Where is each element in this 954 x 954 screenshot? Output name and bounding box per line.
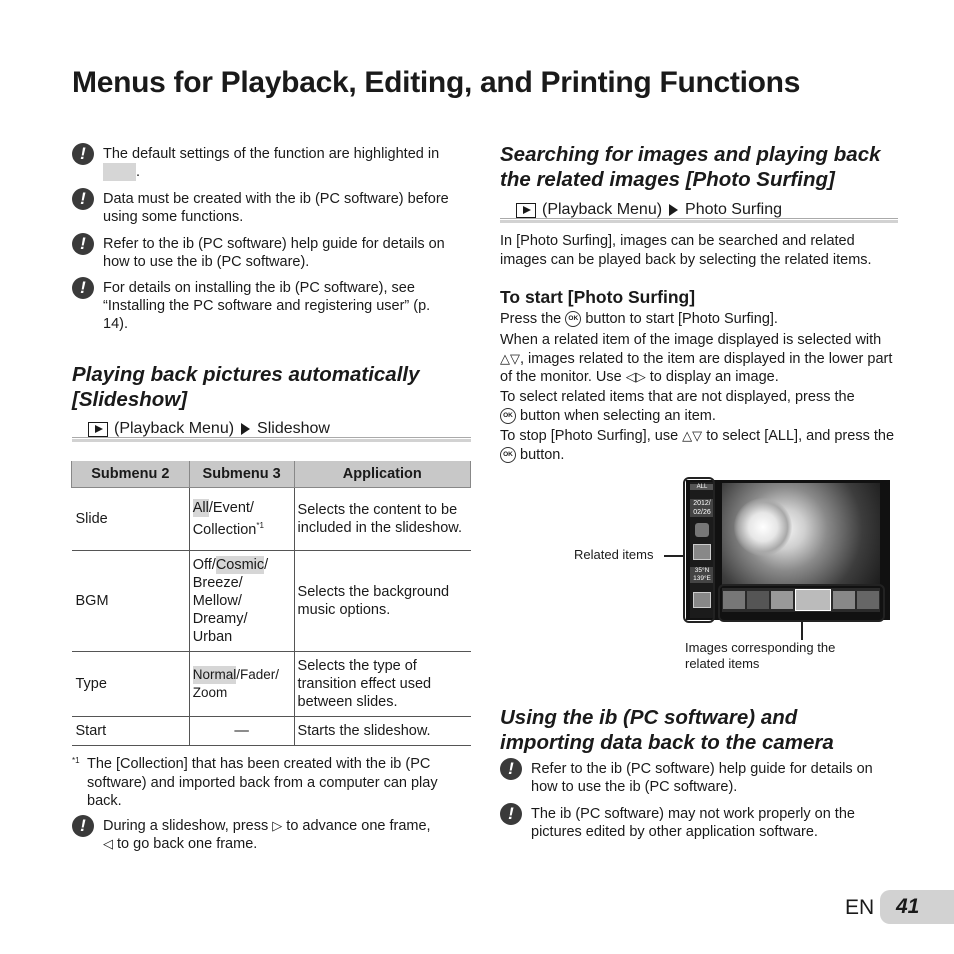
table-row bbox=[72, 717, 471, 746]
caption-images: Images corresponding the related items bbox=[685, 640, 836, 671]
note-help: ! Refer to the ib (PC software) help guide for details on how to use the ib (PC software). bbox=[72, 235, 472, 271]
right-arrow-icon: ▷ bbox=[272, 818, 283, 833]
para-stop: To stop [Photo Surfing], use △▽ to select [ALL], and press the OK button. bbox=[500, 428, 895, 463]
table-cell: Starts the slideshow. bbox=[294, 717, 470, 746]
leader-line bbox=[801, 622, 803, 640]
divider bbox=[500, 220, 898, 223]
table-cell: Normal/Fader/ Zoom bbox=[189, 652, 294, 717]
note-ib-help: ! Refer to the ib (PC software) help guide for details on how to use the ib (PC software). bbox=[500, 760, 900, 796]
section-heading-slideshow: Playing back pictures automatically [Slideshow] bbox=[72, 363, 420, 411]
caution-icon: ! bbox=[500, 803, 522, 825]
caution-icon: ! bbox=[72, 277, 94, 299]
slideshow-table bbox=[71, 461, 471, 746]
menu-path-slideshow: (Playback Menu) Slideshow bbox=[88, 420, 330, 438]
subheading-start: To start [Photo Surfing] bbox=[500, 287, 696, 307]
highlight-swatch bbox=[103, 163, 136, 181]
table-header-cell: Submenu 2 bbox=[72, 461, 190, 488]
caution-icon: ! bbox=[72, 233, 94, 255]
arrow-right-icon bbox=[669, 204, 678, 216]
playback-menu-icon bbox=[516, 203, 536, 218]
related-items-outline bbox=[683, 477, 715, 623]
leader-line bbox=[664, 555, 684, 557]
ok-button-icon: OK bbox=[500, 447, 516, 463]
playback-menu-icon bbox=[88, 422, 108, 437]
table-cell: Start bbox=[72, 717, 190, 746]
caution-icon: ! bbox=[500, 758, 522, 780]
language-label: EN bbox=[845, 896, 875, 919]
note-ib-edited: ! The ib (PC software) may not work properly on the pictures edited by other application software. bbox=[500, 805, 900, 841]
note-data: ! Data must be created with the ib (PC software) before using some functions. bbox=[72, 190, 472, 226]
table-cell: Selects the type of transition effect used between slides. bbox=[294, 652, 470, 717]
table-cell: Type bbox=[72, 652, 190, 717]
up-down-arrows-icon: △▽ bbox=[500, 350, 520, 366]
divider bbox=[72, 439, 471, 442]
table-header bbox=[72, 461, 471, 488]
menu-path-surfing: (Playback Menu) Photo Surfing bbox=[516, 201, 782, 219]
section-heading-ib: Using the ib (PC software) and importing data back to the camera bbox=[500, 706, 834, 754]
arrow-right-icon bbox=[241, 423, 250, 435]
thumbnails-outline bbox=[718, 584, 885, 622]
para-select: When a related item of the image displayed is selected with △▽, images related to the item are displayed in the lower part of the monitor. Use ◁▷ to display an image. bbox=[500, 332, 893, 385]
table-cell: Selects the background music options. bbox=[294, 551, 470, 652]
related-item-date: 2012/ 02/26 bbox=[690, 499, 714, 517]
ok-button-icon: OK bbox=[565, 311, 581, 327]
page-number: 41 bbox=[880, 890, 954, 924]
related-item-location: 35°N 139°E bbox=[690, 567, 714, 583]
table-cell: BGM bbox=[72, 551, 190, 652]
table-cell: Selects the content to be included in the slideshow. bbox=[294, 488, 470, 551]
note-install: ! For details on installing the ib (PC software), see “Installing the PC software and registering user” (p. 14). bbox=[72, 279, 472, 333]
caution-icon: ! bbox=[72, 143, 94, 165]
table-row bbox=[72, 551, 471, 652]
divider bbox=[72, 437, 471, 438]
table-header-cell: Submenu 3 bbox=[189, 461, 294, 488]
caution-icon: ! bbox=[72, 188, 94, 210]
footnote: The [Collection] that has been created with the ib (PC software) and imported back from a computer can play back. bbox=[87, 756, 438, 809]
note-default: ! The default settings of the function are highlighted in . bbox=[72, 145, 472, 181]
left-right-arrows-icon: ◁▷ bbox=[625, 369, 646, 384]
caption-related-items: Related items bbox=[574, 547, 654, 562]
table-cell: Off/Cosmic/ Breeze/ Mellow/ Dreamy/ Urban bbox=[189, 551, 294, 652]
footnote-mark: *1 bbox=[72, 756, 80, 765]
table-cell: All/Event/ Collection$^{*1}$ bbox=[189, 488, 294, 551]
divider bbox=[500, 218, 898, 219]
surfing-intro: In [Photo Surfing], images can be searched and related images can be played back by selecting the related items. bbox=[500, 233, 872, 268]
flower-shape bbox=[734, 498, 792, 556]
table-row bbox=[72, 652, 471, 717]
note-slideshow-nav: ! During a slideshow, press ▷ to advance one frame, ◁ to go back one frame. bbox=[72, 817, 472, 853]
table-cell: Slide bbox=[72, 488, 190, 551]
ok-button-icon: OK bbox=[500, 408, 516, 424]
para-more: To select related items that are not displayed, press the OK button when selecting an item. bbox=[500, 389, 855, 424]
caution-icon: ! bbox=[72, 815, 94, 837]
table-header-cell: Application bbox=[294, 461, 470, 488]
up-down-arrows-icon: △▽ bbox=[682, 428, 703, 443]
para-start: Press the OK button to start [Photo Surfing]. bbox=[500, 311, 778, 327]
related-item-all: ALL bbox=[690, 484, 714, 490]
table-cell: — bbox=[189, 717, 294, 746]
page-title: Menus for Playback, Editing, and Printing Functions bbox=[72, 66, 801, 99]
table-row bbox=[72, 488, 471, 551]
left-arrow-icon: ◁ bbox=[103, 836, 113, 851]
section-heading-surfing: Searching for images and playing back the related images [Photo Surfing] bbox=[500, 143, 881, 191]
